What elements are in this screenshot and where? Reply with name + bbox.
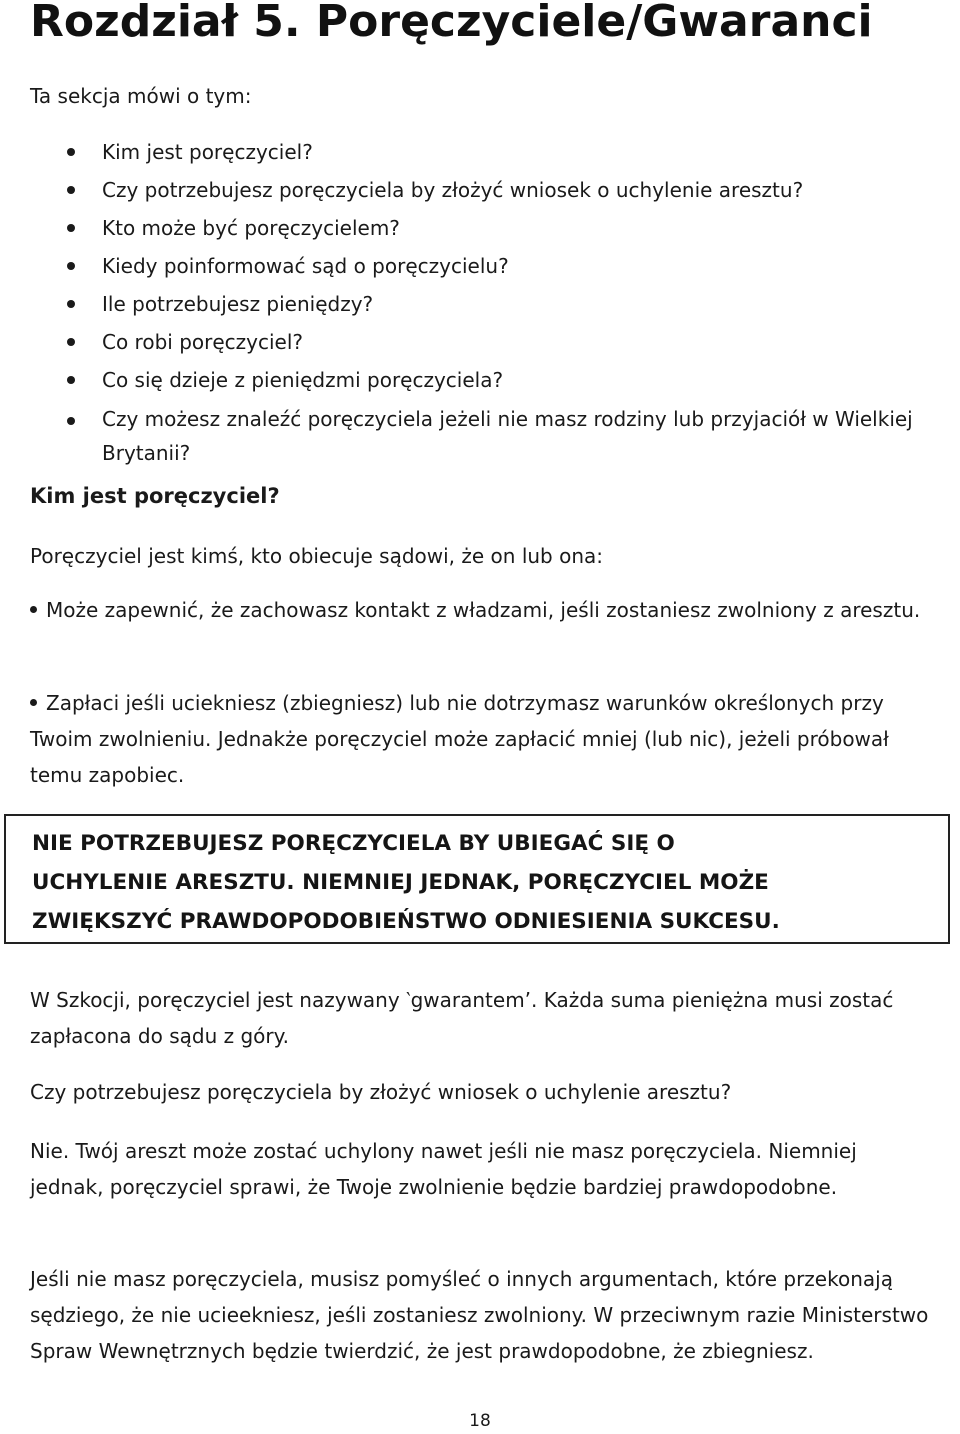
bullet-icon: [67, 417, 75, 425]
list-item: Ile potrzebujesz pieniędzy?: [0, 285, 960, 323]
need-guarantor-answer: Nie. Twój areszt może zostać uchylony nawet jeśli nie masz poręczyciela. Niemniej jednak, poręczyciel sprawi, że Twoje zwolnienie będzie bardziej prawdopodobne.: [30, 1139, 857, 1199]
section-heading-guarantor: Kim jest poręczyciel?: [30, 484, 280, 508]
chapter-title: Rozdział 5. Poręczyciele/Gwaranci: [30, 0, 873, 47]
list-item: Co się dzieje z pieniędzmi poręczyciela?: [0, 361, 960, 399]
notice-line: UCHYLENIE ARESZTU. NIEMNIEJ JEDNAK, PORĘCZYCIEL MOŻE: [32, 870, 769, 895]
list-item: Co robi poręczyciel?: [0, 323, 960, 361]
section-topics-list: [0, 133, 960, 470]
bullet-icon: [67, 300, 75, 308]
bullet-icon: [30, 606, 37, 613]
bullet-icon: [67, 148, 75, 156]
list-item: Kim jest poręczyciel?: [0, 133, 960, 171]
notice-line: NIE POTRZEBUJESZ PORĘCZYCIELA BY UBIEGAĆ SIĘ O: [32, 831, 675, 856]
bullet-icon: [67, 376, 75, 384]
bullet-icon: [67, 262, 75, 270]
guarantor-duty-2: Zapłaci jeśli uciekniesz (zbiegniesz) lub nie dotrzymasz warunków określonych przy Twoim zwolnieniu. Jednakże poręczyciel może zapłacić mniej (lub nic), jeżeli próbował temu zapobiec.: [30, 691, 889, 787]
list-item: Kto może być poręczycielem?: [0, 209, 960, 247]
list-item: Kiedy poinformować sąd o poręczycielu?: [0, 247, 960, 285]
list-item: Czy możesz znaleźć poręczyciela jeżeli nie masz rodziny lub przyjaciół w Wielkiej Brytanii?: [0, 399, 960, 470]
guarantor-definition: Poręczyciel jest kimś, kto obiecuje sądowi, że on lub ona:: [30, 544, 604, 568]
bullet-icon: [30, 699, 37, 706]
no-guarantor-advice: Jeśli nie masz poręczyciela, musisz pomyśleć o innych argumentach, które przekonają sędziego, że nie ucieekniesz, jeśli zostaniesz zwolniony. W przeciwnym razie Ministerstwo Spraw Wewnętrznych będzie twierdzić, że jest prawdopodobne, że zbiegniesz.: [30, 1267, 929, 1363]
bullet-icon: [67, 224, 75, 232]
page-number: 18: [469, 1411, 491, 1431]
bullet-icon: [67, 186, 75, 194]
guarantor-duty-1: Może zapewnić, że zachowasz kontakt z władzami, jeśli zostaniesz zwolniony z aresztu.: [30, 592, 935, 628]
scotland-paragraph: W Szkocji, poręczyciel jest nazywany ‵gwarantem’. Każda suma pieniężna musi zostać zapłacona do sądu z góry.: [30, 988, 894, 1048]
notice-line: ZWIĘKSZYĆ PRAWDOPODOBIEŃSTWO ODNIESIENIA SUKCESU.: [32, 909, 780, 934]
list-item: Czy potrzebujesz poręczyciela by złożyć wniosek o uchylenie aresztu?: [0, 171, 960, 209]
notice-box: [4, 814, 950, 944]
section-heading-need-guarantor: Czy potrzebujesz poręczyciela by złożyć wniosek o uchylenie aresztu?: [30, 1080, 732, 1104]
bullet-icon: [67, 338, 75, 346]
intro-text: Ta sekcja mówi o tym:: [30, 84, 252, 108]
